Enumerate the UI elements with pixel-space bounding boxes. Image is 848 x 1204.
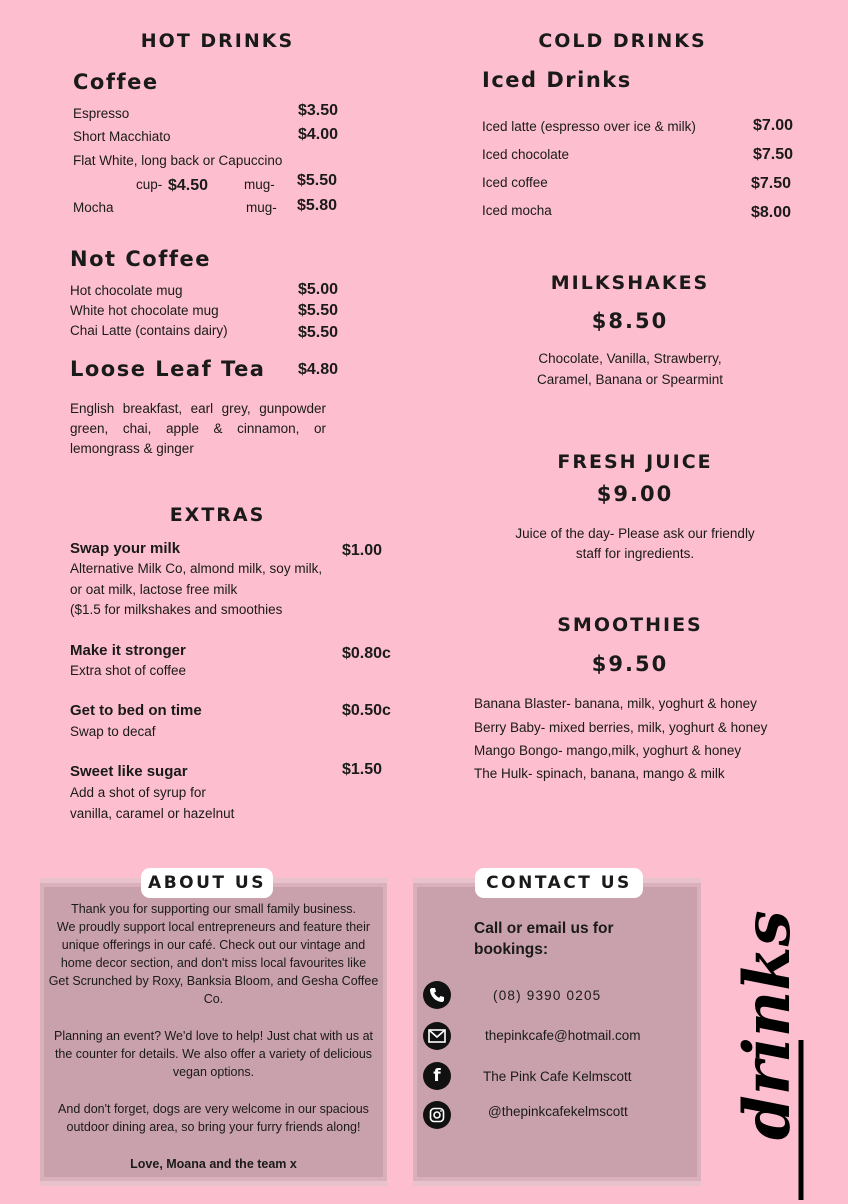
espresso-price: $3.50 (298, 102, 339, 119)
contact-intro-line: Call or email us for (474, 920, 614, 937)
extra-title-3: Sweet like sugar (70, 763, 188, 780)
extra-desc-3 (70, 783, 234, 824)
tea-desc-line-2: green, chai, apple & cinnamon, or (70, 421, 326, 436)
notcoffee-price-0: $5.00 (298, 281, 339, 298)
extra-desc-line: or oat milk, lactose free milk (70, 581, 238, 597)
contact-email[interactable]: thepinkcafe@hotmail.com (485, 1028, 641, 1043)
flatwhite-cup-label: cup- (136, 177, 163, 192)
about-line: And don't forget, dogs are very welcome in our spacious (58, 1102, 369, 1116)
smoothie-item-2: Mango Bongo- mango,milk, yoghurt & honey (474, 743, 742, 758)
extra-title-2: Get to bed on time (70, 702, 202, 719)
extra-desc-1 (70, 661, 186, 682)
milkshakes-heading: MILKSHAKES (550, 272, 710, 294)
notcoffee-price-2: $5.50 (298, 324, 339, 341)
facebook-icon: f (423, 1062, 451, 1090)
iced-name-3: Iced mocha (482, 203, 552, 218)
about-line: vegan options. (172, 1065, 255, 1079)
mail-icon (423, 1022, 451, 1050)
about-line: Thank you for supporting our small family business. (71, 902, 356, 916)
about-paragraph-2 (40, 1027, 387, 1081)
notcoffee-name-2: Chai Latte (contains dairy) (70, 323, 228, 338)
contact-instagram[interactable]: @thepinkcafekelmscott (488, 1104, 628, 1119)
flatwhite-cup-price: $4.50 (168, 177, 209, 194)
macchiato-price: $4.00 (298, 126, 339, 143)
tea-desc-line-3: lemongrass & ginger (70, 441, 194, 456)
mocha-price: $5.80 (297, 197, 338, 214)
milkshakes-line-1: Chocolate, Vanilla, Strawberry, (538, 351, 722, 366)
flatwhite-mug-price: $5.50 (297, 172, 338, 189)
juice-line-1: Juice of the day- Please ask our friendly (515, 526, 755, 541)
extra-desc-2 (70, 722, 156, 743)
coffee-title: Coffee (73, 70, 159, 94)
fresh-juice-price: $9.00 (596, 482, 674, 506)
about-us-heading: ABOUT US (141, 868, 273, 898)
extra-desc-line: ($1.5 for milkshakes and smoothies (70, 602, 283, 617)
notcoffee-price-1: $5.50 (298, 302, 339, 319)
contact-facebook[interactable]: The Pink Cafe Kelmscott (483, 1069, 632, 1084)
script-word-text: drinks (730, 910, 805, 1140)
extra-desc-line: Alternative Milk Co, almond milk, soy milk, (70, 561, 323, 576)
iced-price-2: $7.50 (751, 175, 792, 192)
about-line: the counter for details. We also offer a variety of delicious (54, 1047, 373, 1061)
about-line: outdoor dining area, so bring your furry friends along! (66, 1120, 361, 1134)
notcoffee-name-0: Hot chocolate mug (70, 283, 183, 298)
extra-desc-line: Extra shot of coffee (70, 663, 187, 678)
mocha-name: Mocha (73, 200, 114, 215)
extra-title-0: Swap your milk (70, 540, 181, 557)
iced-name-0: Iced latte (espresso over ice & milk) (482, 119, 696, 134)
about-signoff: Love, Moana and the team x (130, 1157, 297, 1171)
iced-price-1: $7.50 (753, 146, 794, 163)
iced-name-1: Iced chocolate (482, 147, 570, 162)
iced-price-0: $7.00 (753, 117, 794, 134)
smoothies-heading: SMOOTHIES (557, 614, 703, 636)
not-coffee-title: Not Coffee (70, 247, 211, 271)
cold-drinks-heading: COLD DRINKS (538, 30, 707, 52)
extra-price-2: $0.50c (342, 702, 391, 719)
hot-drinks-heading: HOT DRINKS (140, 30, 295, 52)
extra-price-3: $1.50 (342, 761, 383, 778)
about-line: Planning an event? We'd love to help! Just chat with us at (53, 1029, 374, 1043)
instagram-icon (423, 1101, 451, 1129)
about-line: Get Scrunched by Roxy, Banksia Bloom, and Gesha Coffee (48, 974, 379, 988)
contact-phone[interactable]: (08) 9390 0205 (493, 988, 602, 1003)
extra-desc-line: vanilla, caramel or hazelnut (70, 805, 235, 821)
contact-intro (474, 918, 614, 960)
tea-title: Loose Leaf Tea (70, 357, 266, 381)
espresso-name: Espresso (73, 106, 130, 121)
tea-desc-line-1: English breakfast, earl grey, gunpowder (70, 401, 326, 416)
smoothie-item-3: The Hulk- spinach, banana, mango & milk (474, 766, 725, 781)
iced-drinks-title: Iced Drinks (482, 68, 632, 92)
macchiato-name: Short Macchiato (73, 129, 171, 144)
smoothies-price: $9.50 (591, 652, 669, 676)
extra-price-0: $1.00 (342, 542, 383, 559)
extra-title-1: Make it stronger (70, 642, 186, 659)
extra-desc-line: Swap to decaf (70, 724, 156, 739)
flatwhite-mug-label: mug- (244, 177, 275, 192)
contact-us-heading: CONTACT US (475, 868, 643, 898)
contact-intro-line: bookings: (474, 941, 549, 958)
milkshakes-price: $8.50 (591, 309, 669, 333)
extra-desc-0 (70, 559, 322, 621)
tea-price: $4.80 (298, 361, 339, 378)
fresh-juice-heading: FRESH JUICE (557, 451, 713, 473)
mocha-mug-label: mug- (246, 200, 277, 215)
extras-heading: EXTRAS (169, 504, 266, 526)
notcoffee-name-1: White hot chocolate mug (70, 303, 219, 318)
decorative-script-word (730, 900, 843, 1200)
iced-name-2: Iced coffee (482, 175, 548, 190)
about-line: home decor section, and don't miss local favourites like (60, 956, 367, 970)
extra-price-1: $0.80c (342, 645, 391, 662)
about-line: We proudly support local entrepreneurs and feature their (56, 920, 371, 934)
about-paragraph-3 (40, 1100, 387, 1136)
about-paragraph-1 (40, 900, 387, 1008)
juice-line-2: staff for ingredients. (575, 546, 695, 561)
smoothie-item-1: Berry Baby- mixed berries, milk, yoghurt & honey (474, 720, 768, 735)
flatwhite-name: Flat White, long back or Capuccino (73, 153, 283, 168)
iced-price-3: $8.00 (751, 204, 792, 221)
about-line: Co. (203, 992, 224, 1006)
about-line: unique offerings in our café. Check out our vintage and (61, 938, 366, 952)
phone-icon (423, 981, 451, 1009)
milkshakes-line-2: Caramel, Banana or Spearmint (536, 372, 724, 387)
smoothie-item-0: Banana Blaster- banana, milk, yoghurt & honey (474, 696, 757, 711)
extra-desc-line: Add a shot of syrup for (70, 785, 206, 800)
